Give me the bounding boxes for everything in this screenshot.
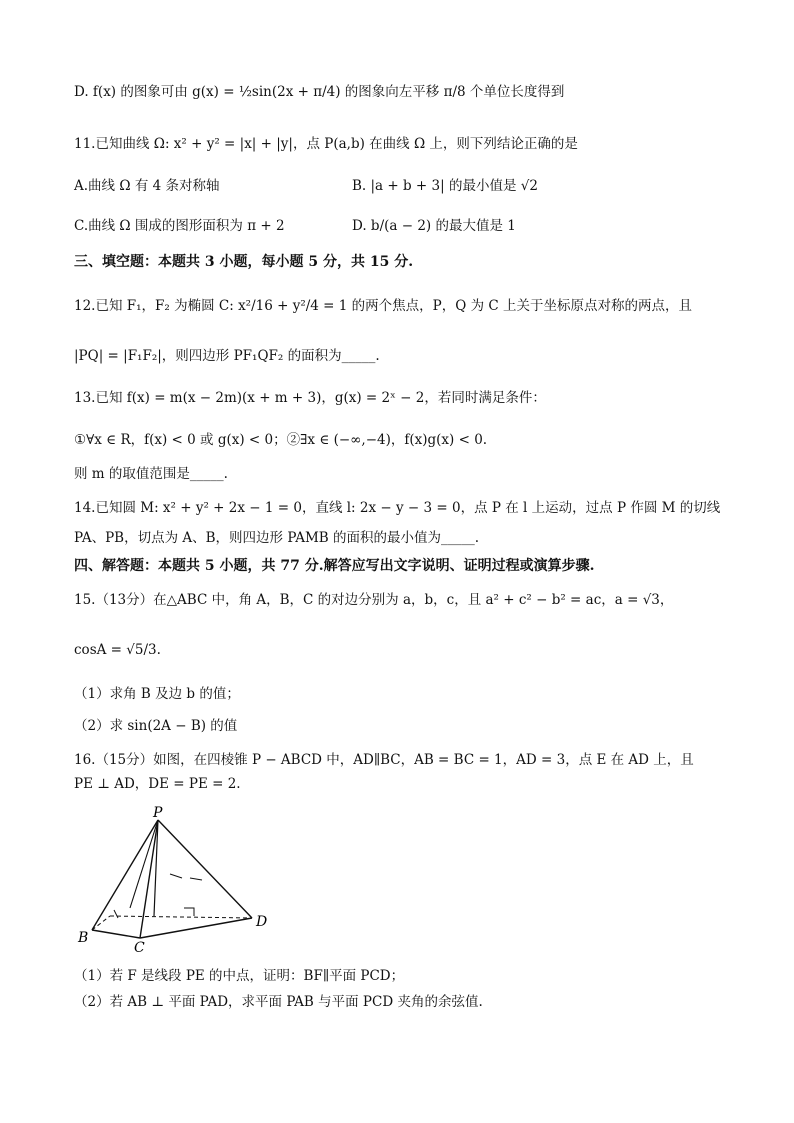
q11-stem: 11.已知曲线 Ω: x² + y² = |x| + |y|，点 P(a,b) 在曲线 Ω 上，则下列结论正确的是 (74, 136, 578, 152)
q16-part1: （1）若 F 是线段 PE 的中点，证明：BF∥平面 PCD； (74, 968, 405, 984)
q15-line1: 15.（13分）在△ABC 中，角 A，B，C 的对边分别为 a，b，c，且 a² + c² − b² = ac，a = √3， (74, 592, 674, 608)
q15-part2: （2）求 sin(2A − B) 的值 (74, 718, 238, 734)
pyramid-diagram (70, 804, 280, 954)
q10-option-d: D. f(x) 的图象可由 g(x) = ½sin(2x + π/4) 的图象向左平移 π/8 个单位长度得到 (74, 84, 565, 100)
q14-line2: PA、PB，切点为 A、B，则四边形 PAMB 的面积的最小值为_____. (74, 530, 480, 546)
q11-option-a: A.曲线 Ω 有 4 条对称轴 (74, 178, 220, 194)
q16-line2: PE ⊥ AD，DE = PE = 2. (74, 776, 241, 792)
q11-option-b: B. |a + b + 3| 的最小值是 √2 (352, 178, 538, 194)
q16-line1: 16.（15分）如图，在四棱锥 P − ABCD 中，AD∥BC，AB = BC = 1，AD = 3，点 E 在 AD 上，且 (74, 752, 694, 768)
label-P: P (153, 805, 163, 821)
q12-line1: 12.已知 F₁，F₂ 为椭圆 C: x²/16 + y²/4 = 1 的两个焦点，P，Q 为 C 上关于坐标原点对称的两点，且 (74, 298, 693, 314)
q16-part2: （2）若 AB ⊥ 平面 PAD，求平面 PAB 与平面 PCD 夹角的余弦值. (74, 994, 483, 1010)
q13-line1: 13.已知 f(x) = m(x − 2m)(x + m + 3)，g(x) = 2ˣ − 2，若同时满足条件： (74, 390, 546, 406)
q15-line2: cosA = √5/3. (74, 642, 161, 658)
q11-option-c: C.曲线 Ω 围成的图形面积为 π + 2 (74, 218, 285, 234)
pyramid-figure (70, 804, 280, 954)
q11-option-d: D. b/(a − 2) 的最大值是 1 (352, 218, 516, 234)
q15-part1: （1）求角 B 及边 b 的值； (74, 686, 240, 702)
q12-line2: |PQ| = |F₁F₂|，则四边形 PF₁QF₂ 的面积为_____. (74, 348, 380, 364)
q14-line1: 14.已知圆 M: x² + y² + 2x − 1 = 0，直线 l: 2x − y − 3 = 0，点 P 在 l 上运动，过点 P 作圆 M 的切线 (74, 500, 721, 516)
label-B: B (78, 930, 89, 946)
label-C: C (134, 940, 145, 954)
q13-line3: 则 m 的取值范围是_____. (74, 466, 228, 482)
label-D: D (256, 914, 268, 930)
section-four-heading: 四、解答题：本题共 5 小题，共 77 分.解答应写出文字说明、证明过程或演算步骤. (74, 558, 595, 574)
q13-line2: ①∀x ∈ R，f(x) < 0 或 g(x) < 0；②∃x ∈ (−∞,−4)，f(x)g(x) < 0. (74, 432, 488, 448)
section-three-heading: 三、填空题：本题共 3 小题，每小题 5 分，共 15 分. (74, 254, 414, 270)
